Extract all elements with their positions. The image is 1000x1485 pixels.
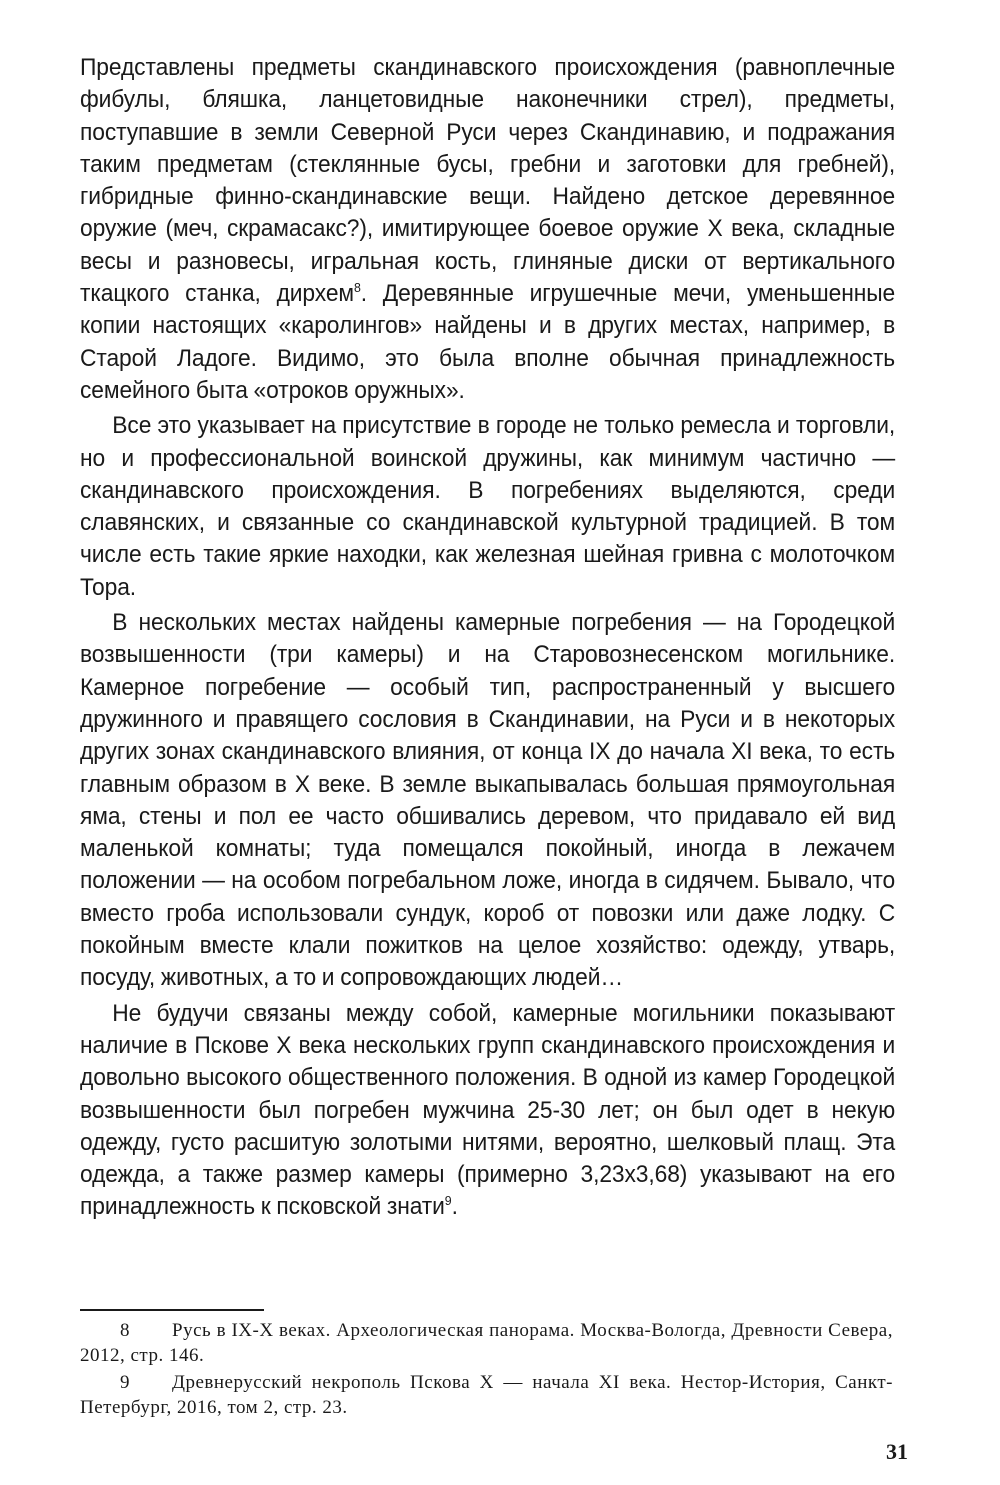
footnote-divider <box>80 1309 264 1311</box>
page-number: 31 <box>886 1439 908 1464</box>
paragraph-4-text-a: Не будучи связаны между собой, камерные могильники показывают наличие в Пскове X века нескольких групп скандинавского происхождения и довольно высокого общественного положения. В одной из камер Городецкой возвышенности был погребен мужчина 25-30 лет; он был одет в некую одежду, густо расшитую золотыми нитями, вероятно, шелковый плащ. Эта одежда, а также размер камеры (примерно 3,23х3,68) указывают на его принадлежность к псковской знати <box>80 999 896 1221</box>
footnote-ref-9: 9 <box>444 1193 452 1209</box>
footnote-number: 9 <box>120 1372 130 1393</box>
paragraph-4-text-b: . <box>451 1193 458 1221</box>
footnote-9 <box>80 1370 893 1420</box>
footnote-text: Древнерусский некрополь Пскова X — начала XI века. Нестор-История, Санкт-Петербург, 2016, том 2, стр. 23. <box>80 1372 893 1418</box>
footnotes <box>80 1318 893 1422</box>
paragraph-2-text: Все это указывает на присутствие в городе не только ремесла и торговли, но и профессиональной воинской дружины, как минимум частично — скандинавского происхождения. В погребениях выделяются, среди славянских, и связанные со скандинавской культурной традицией. В том числе есть такие яркие находки, как железная шейная гривна с молоточком Тора. <box>80 412 896 601</box>
footnote-ref-8: 8 <box>353 280 361 296</box>
paragraph-1 <box>80 52 895 407</box>
paragraph-4 <box>80 998 895 1224</box>
paragraph-2 <box>80 410 895 604</box>
paragraph-1-text-b: . Деревянные игрушечные мечи, уменьшенные копии настоящих «каролингов» найдены и в других местах, например, в Старой Ладоге. Видимо, это была вполне обычная принадлежность семейного быта «отроков оружных». <box>80 280 896 404</box>
paragraph-1-text-a: Представлены предметы скандинавского происхождения (равноплечные фибулы, бляшка, ланцетовидные наконечники стрел), предметы, поступавшие в земли Северной Руси через Скандинавию, и подражания таким предметам (стеклянные бусы, гребни и заготовки для гребней), гибридные финно-скандинавские вещи. Найдено детское деревянное оружие (меч, скрамасакс?), имитирующее боевое оружие X века, складные весы и разновесы, игральная кость, глиняные диски от вертикального ткацкого станка, дирхем <box>80 54 896 308</box>
footnote-number: 8 <box>120 1320 130 1341</box>
paragraph-3 <box>80 607 895 995</box>
footnote-8 <box>80 1318 893 1368</box>
footnote-text: Русь в IX-X веках. Археологическая панорама. Москва-Вологда, Древности Севера, 2012, стр. 146. <box>80 1320 893 1366</box>
paragraph-3-text: В нескольких местах найдены камерные погребения — на Городецкой возвышенности (три камеры) и на Старовознесенском могильнике. Камерное погребение — особый тип, распространенный у высшего дружинного и правящего сословия в Скандинавии, на Руси и в некоторых других зонах скандинавского влияния, от конца IX до начала XI века, то есть главным образом в X веке. В земле выкапывалась большая прямоугольная яма, стены и пол ее часто обшивались деревом, что придавало ей вид маленькой комнаты; туда помещался покойный, иногда в лежачем положении — на особом погребальном ложе, иногда в сидячем. Бывало, что вместо гроба использовали сундук, короб от повозки или даже лодку. С покойным вместе клали пожитков на целое хозяйство: одежду, утварь, посуду, животных, а то и сопровождающих людей… <box>80 609 896 992</box>
main-text <box>80 52 896 1224</box>
